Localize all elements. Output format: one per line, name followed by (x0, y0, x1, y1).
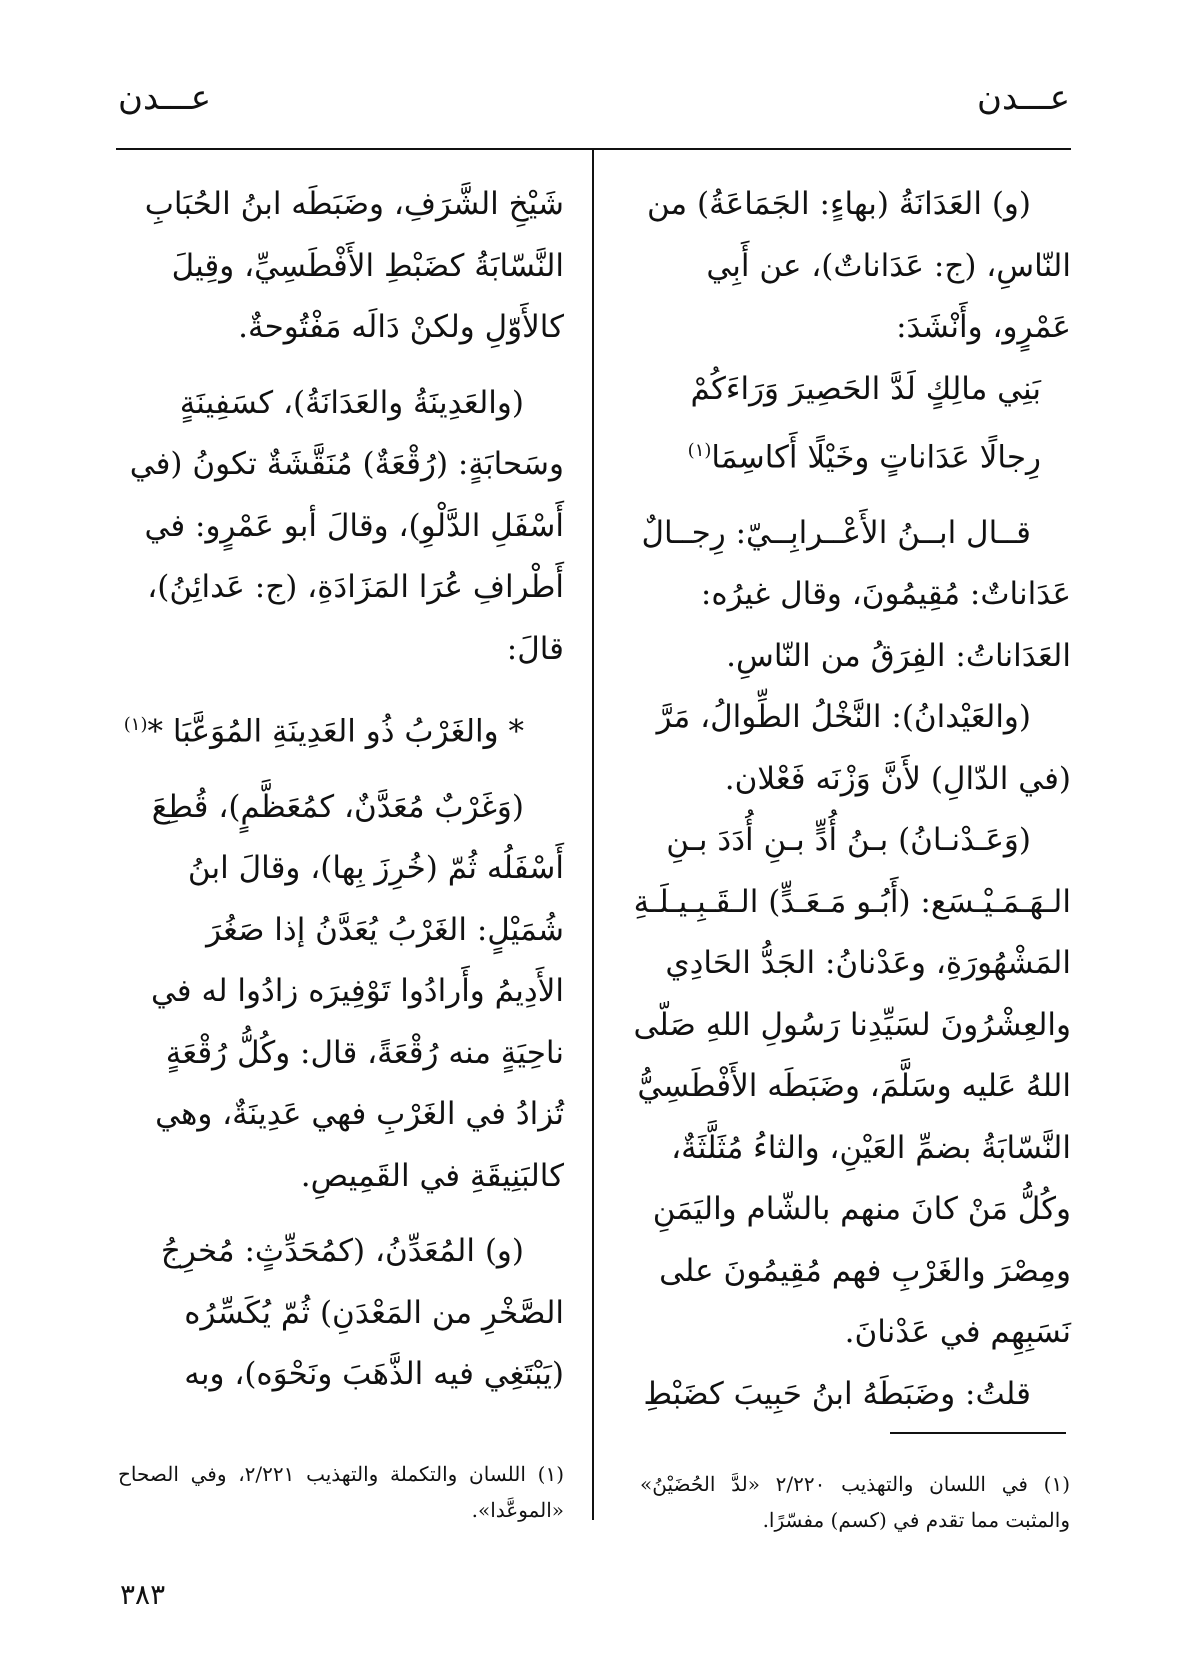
right-column (625, 174, 1071, 1425)
text-line: (يَبْتَغِي فيه الذَّهَبَ ونَحْوَه)، وبه (184, 1356, 564, 1393)
left-column (116, 174, 564, 1406)
text-line: النّاسِ، (ج: عَدَاناتٌ)، عن أَبِي (706, 247, 1071, 284)
text-line: تُزادُ في الغَرْبِ فهي عَدِينَةٌ، وهي (155, 1096, 564, 1133)
text-line: نَسَبِهِم في عَدْنانَ. (844, 1314, 1071, 1351)
text-line: (في الدّالِ) لأَنَّ وَزْنَه فَعْلان. (724, 760, 1071, 797)
text-line: وكُلُّ مَنْ كانَ منهم بالشّام واليَمَنِ (652, 1191, 1071, 1228)
text-line: قالَ: (506, 630, 564, 667)
footnote-rule (890, 1432, 1066, 1434)
text-line: أَسْفَلِ الدَّلْوِ)، وقالَ أبو عَمْرٍو: في (144, 507, 564, 544)
header-title-left: عـــدن (118, 78, 211, 118)
text-line: عَدَاناتٌ: مُقِيمُونَ، وقال غيرُه: (700, 576, 1071, 613)
text-line: قــال ابــنُ الأَعْــرابِــيّ: رِجــالٌ (641, 514, 1031, 551)
text-line: شَيْخِ الشَّرَفِ، وضَبَطَه ابنُ الحُبَابِ (144, 186, 564, 222)
text-line: المَشْهُورَةِ، وعَدْنانُ: الجَدُّ الحَادِي (665, 945, 1071, 982)
text-line: ناحِيَةٍ منه رُقْعَةً، قال: وكُلُّ رُقْعَةٍ (165, 1034, 564, 1071)
verse-line: رِجالًا عَدَاناتٍ وخَيْلًا أَكاسِمَا$^{(١)}$ (687, 439, 1041, 476)
text-line: شُمَيْلٍ: الغَرْبُ يُعَدَّنُ إذا صَغُرَ (206, 911, 564, 948)
text-line: عَمْرٍو، وأَنْشَدَ: (896, 309, 1071, 345)
text-line: (وَعَـدْنـانُ) بـنُ أُدٍّ بـنِ أُدَدَ بـنِ (666, 822, 1031, 859)
text-line: والعِشْرُونَ لسَيِّدِنا رَسُولِ اللهِ صَلّى (633, 1006, 1071, 1043)
footnote-right: (١) في اللسان والتهذيب ٢/٢٢٠ «لدَّ الحُضَيْنُ» والمثبت مما تقدم في (كسم) مفسّرًا. (640, 1472, 1071, 1532)
header-title-right: عـــدن (977, 78, 1070, 118)
text-line: (والعَدِينَةُ والعَدَانَةُ)، كسَفِينَةٍ (179, 384, 524, 421)
text-line: (و) المُعَدِّنُ، (كمُحَدِّثٍ: مُخرِجُ (160, 1233, 524, 1270)
footnote-left: (١) اللسان والتكملة والتهذيب ٢/٢٢١، وفي الصحاح «الموعَّدا». (118, 1462, 564, 1522)
page-number: ٣٨٣ (120, 1578, 166, 1611)
text-line: (والعَيْدانُ): النَّخْلُ الطِّوالُ، مَرَّ (656, 699, 1031, 736)
text-line: الـهَـمَـيْـسَع: (أَبُـو مَـعَـدٍّ) الـقَـبِـيـلَـةِ (633, 883, 1071, 920)
text-line: الصَّخْرِ من المَعْدَنِ) ثُمّ يُكَسِّرُه (184, 1294, 564, 1331)
text-line: كالبَنِيقَةِ في القَمِيصِ. (300, 1157, 564, 1194)
column-divider (592, 150, 594, 1520)
text-line: كالأَوّلِ ولكنْ دَالَه مَفْتُوحةٌ. (238, 309, 564, 345)
text-line: العَدَاناتُ: الفِرَقُ من النّاسِ. (726, 637, 1071, 674)
text-line: أَسْفَلُه ثُمّ (خُرِزَ بِها)، وقالَ ابنُ (187, 850, 564, 887)
text-line: اللهُ عَليه وسَلَّمَ، وضَبَطَه الأَفْطَسِيُّ (637, 1068, 1071, 1105)
text-line: (و) العَدَانَةُ (بهاءٍ: الجَمَاعَةُ) من (646, 186, 1031, 222)
text-line: (وَغَرْبٌ مُعَدَّنٌ، كمُعَظَّمٍ)، قُطِعَ (151, 788, 524, 825)
text-line: قلتُ: وضَبَطَهُ ابنُ حَبِيبَ كضَبْطِ (643, 1375, 1031, 1412)
text-line: أَطْرافِ عُرَا المَزَادَةِ، (ج: عَدائِنُ)، (147, 569, 564, 605)
footnote-marker: (١) (687, 440, 712, 461)
verse-line: بَنِي مالِكٍ لَدَّ الحَصِيرَ وَرَاءَكُمْ (690, 370, 1041, 407)
text-line: النَّسّابَةُ كضَبْطِ الأَفْطَسِيِّ، وقِيلَ (171, 247, 564, 284)
text-line: وسَحابَةٍ: (رُقْعَةٌ) مُنَقَّشَةٌ تكونُ (في (129, 446, 564, 482)
verse-line: * والغَرْبُ ذُو العَدِينَةِ المُوَعَّبَا *$^{(١)}$ (123, 713, 524, 750)
text-line: الأَدِيمُ وأَرادُوا تَوْفِيرَه زادُوا له في (150, 973, 564, 1010)
footnote-marker: (١) (123, 714, 148, 735)
text-line: ومِصْرَ والغَرْبِ فهم مُقِيمُونَ على (659, 1252, 1071, 1289)
text-line: النَّسّابَةُ بضمِّ العَيْنِ، والثاءُ مُثَلَّثَةٌ، (671, 1129, 1071, 1166)
